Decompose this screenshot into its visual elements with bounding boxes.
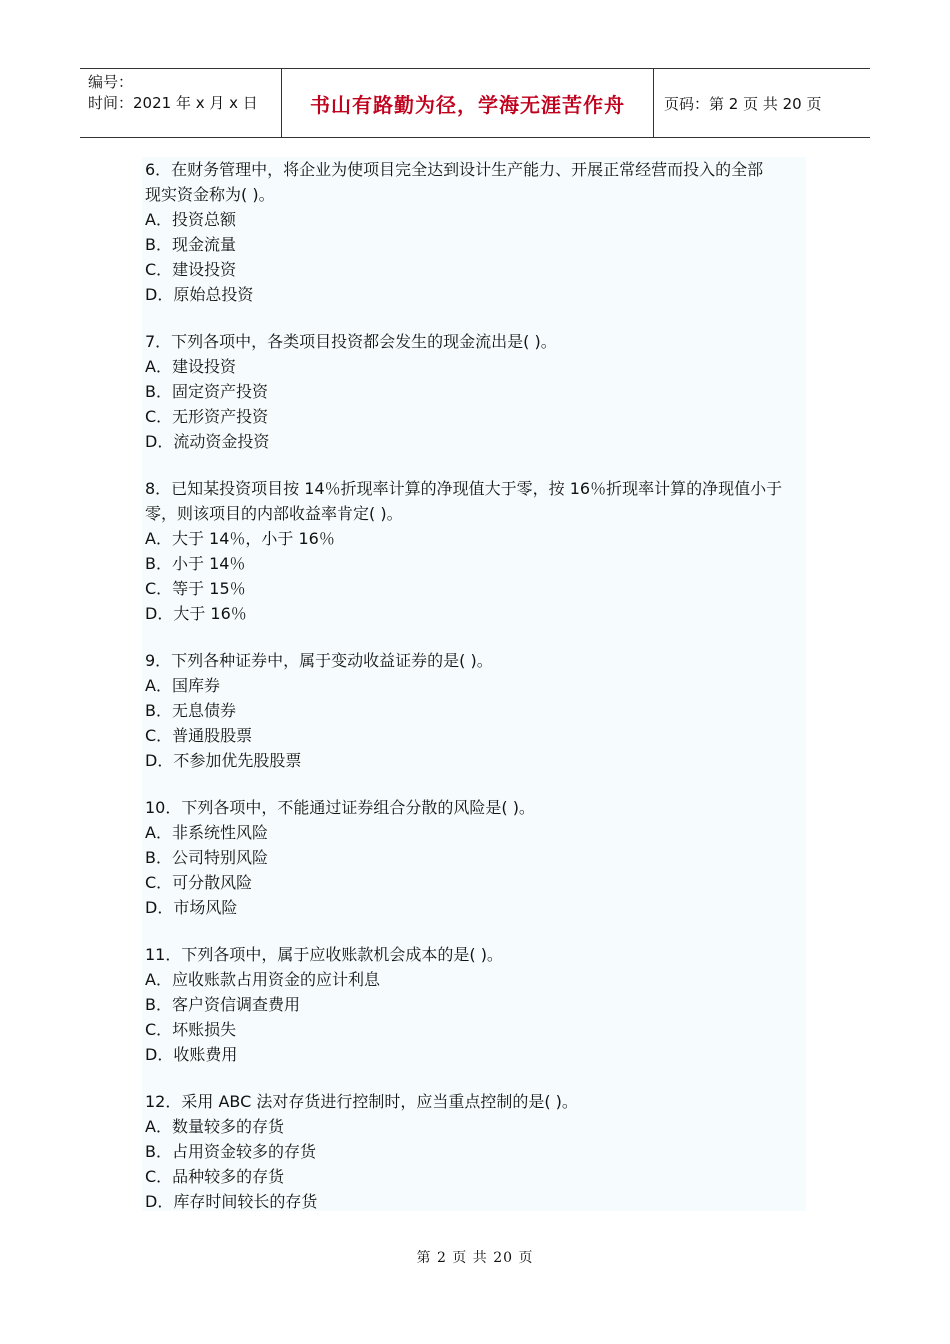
question-stem: 零，则该项目的内部收益率肯定( )。 — [145, 504, 403, 523]
question-stem: 6．在财务管理中，将企业为使项目完全达到设计生产能力、开展正常经营而投入的全部 — [145, 160, 764, 179]
answer-option: A．大于 14％，小于 16％ — [145, 529, 335, 548]
question-block — [142, 329, 806, 454]
question-stem: 现实资金称为( )。 — [145, 185, 275, 204]
answer-option: D．大于 16％ — [145, 604, 247, 623]
question-block — [142, 476, 806, 626]
answer-option: A．国库券 — [145, 676, 220, 695]
answer-option: C．可分散风险 — [145, 873, 253, 892]
answer-option: B．无息债券 — [145, 701, 236, 720]
answer-option: B．客户资信调查费用 — [145, 995, 300, 1014]
answer-option: A．应收账款占用资金的应计利息 — [145, 970, 380, 989]
question-stem: 11．下列各项中，属于应收账款机会成本的是( )。 — [145, 945, 503, 964]
answer-option: B．现金流量 — [145, 235, 236, 254]
question-stem: 12．采用 ABC 法对存货进行控制时，应当重点控制的是( )。 — [145, 1092, 578, 1111]
answer-option: C．等于 15％ — [145, 579, 246, 598]
answer-option: B．固定资产投资 — [145, 382, 268, 401]
answer-option: C．坏账损失 — [145, 1020, 237, 1039]
question-block — [142, 942, 806, 1067]
answer-option: C．建设投资 — [145, 260, 237, 279]
answer-option: D．原始总投资 — [145, 285, 254, 304]
question-block — [142, 795, 806, 920]
answer-option: B．公司特别风险 — [145, 848, 268, 867]
answer-option: B．小于 14％ — [145, 554, 246, 573]
answer-option: C．普通股股票 — [145, 726, 253, 745]
answer-option: D．不参加优先股股票 — [145, 751, 302, 770]
answer-option: A．非系统性风险 — [145, 823, 268, 842]
answer-option: D．库存时间较长的存货 — [145, 1192, 318, 1211]
header-meta — [80, 69, 282, 137]
question-block — [142, 1089, 806, 1214]
answer-option: C．无形资产投资 — [145, 407, 269, 426]
question-stem: 7．下列各项中，各类项目投资都会发生的现金流出是( )。 — [145, 332, 557, 351]
header-motto: 书山有路勤为径，学海无涯苦作舟 — [282, 69, 654, 137]
answer-option: D．收账费用 — [145, 1045, 238, 1064]
question-stem: 8．已知某投资项目按 14％折现率计算的净现值大于零，按 16％折现率计算的净现值小于 — [145, 479, 783, 498]
answer-option: A．建设投资 — [145, 357, 236, 376]
header-page-info: 页码：第 2 页 共 20 页 — [664, 94, 822, 113]
answer-option: A．数量较多的存货 — [145, 1117, 284, 1136]
question-block — [142, 157, 806, 307]
answer-option: A．投资总额 — [145, 210, 236, 229]
answer-option: B．占用资金较多的存货 — [145, 1142, 316, 1161]
answer-option: C．品种较多的存货 — [145, 1167, 285, 1186]
answer-option: D．市场风险 — [145, 898, 238, 917]
document-number-label: 编号： — [88, 73, 134, 91]
answer-option: D．流动资金投资 — [145, 432, 270, 451]
document-time: 时间：2021 年 x 月 x 日 — [88, 94, 258, 112]
page-header — [80, 68, 870, 138]
question-list — [142, 157, 806, 1211]
question-stem: 9．下列各种证券中，属于变动收益证券的是( )。 — [145, 651, 493, 670]
question-block — [142, 648, 806, 773]
page-footer: 第 2 页 共 20 页 — [416, 1250, 534, 1266]
question-stem: 10．下列各项中，不能通过证券组合分散的风险是( )。 — [145, 798, 535, 817]
